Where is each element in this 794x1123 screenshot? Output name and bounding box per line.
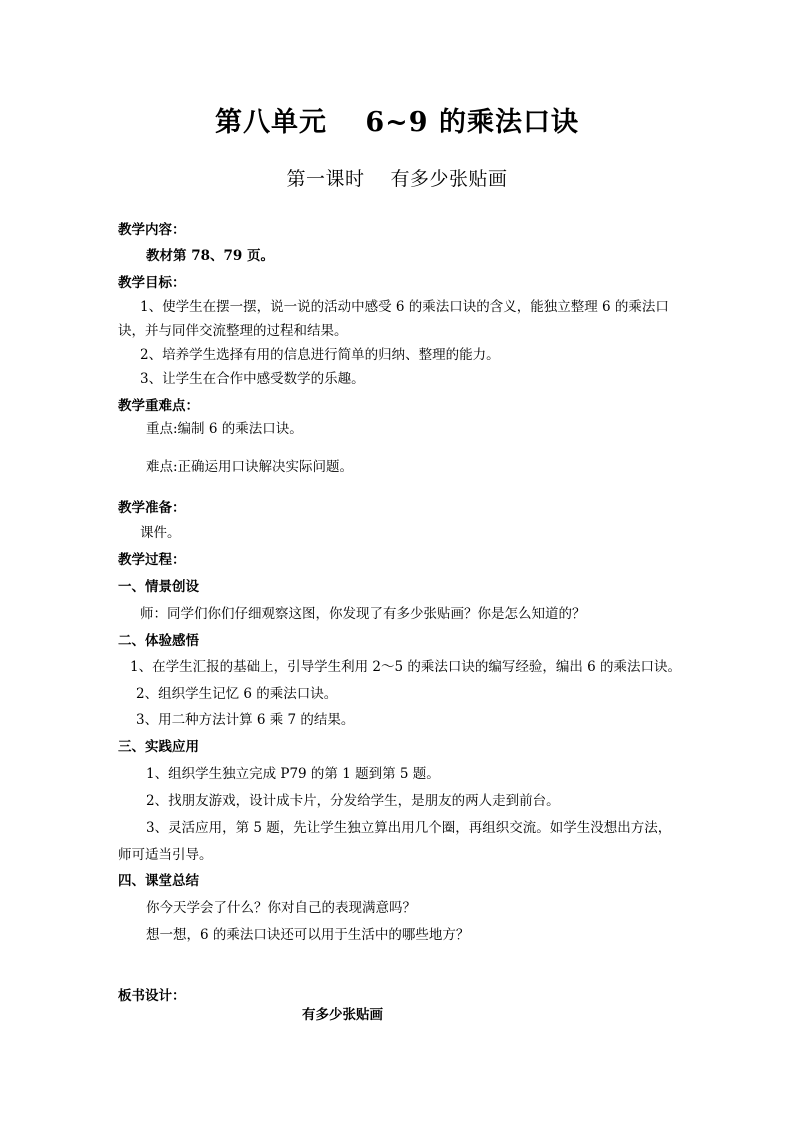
content-heading: 教学内容： [118, 222, 186, 238]
section-4-item-2: 想一想，6 的乘法口诀还可以用于生活中的哪些地方？ [146, 927, 470, 943]
board-title: 有多少张贴画 [302, 1007, 383, 1023]
board-heading: 板书设计： [118, 988, 186, 1004]
section-4-item-1: 你今天学会了什么？你对自己的表现满意吗？ [146, 900, 416, 916]
goal-1-line-2: 诀，并与同伴交流整理的过程和结果。 [118, 323, 348, 339]
process-heading: 教学过程： [118, 552, 186, 568]
content-text: 教材第 78、79 页。 [146, 248, 274, 264]
page-title: 第八单元 6~9 的乘法口诀 [215, 107, 579, 138]
lesson-subtitle: 第一课时 有多少张贴画 [286, 168, 508, 190]
section-1-text: 师：同学们你们仔细观察这图，你发现了有多少张贴画？你是怎么知道的？ [140, 606, 586, 622]
prep-text: 课件。 [140, 525, 181, 541]
difficult-point: 难点:正确运用口诀解决实际问题。 [146, 459, 354, 475]
goals-heading: 教学目标： [118, 275, 186, 291]
difficulty-heading: 教学重难点： [118, 398, 199, 414]
section-3-item-3-line-1: 3、灵活应用，第 5 题，先让学生独立算出用几个圈，再组织交流。如学生没想出方法， [146, 820, 672, 836]
section-3-item-1: 1、组织学生独立完成 P79 的第 1 题到第 5 题。 [146, 766, 440, 782]
section-4-heading: 四、课堂总结 [118, 873, 199, 889]
section-2-item-1: 1、在学生汇报的基础上，引导学生利用 2～5 的乘法口诀的编写经验，编出 6 的乘法口诀。 [130, 659, 682, 675]
section-3-heading: 三、实践应用 [118, 739, 199, 755]
prep-heading: 教学准备： [118, 500, 186, 516]
goal-2: 2、培养学生选择有用的信息进行简单的归纳、整理的能力。 [140, 347, 500, 363]
section-3-item-3-line-2: 师可适当引导。 [118, 847, 213, 863]
section-2-item-2: 2、组织学生记忆 6 的乘法口诀。 [136, 686, 338, 702]
section-2-heading: 二、体验感悟 [118, 633, 199, 649]
section-2-item-3: 3、用二种方法计算 6 乘 7 的结果。 [136, 712, 355, 728]
section-3-item-2: 2、找朋友游戏，设计成卡片，分发给学生，是朋友的两人走到前台。 [146, 793, 560, 809]
key-point: 重点:编制 6 的乘法口诀。 [146, 421, 303, 437]
goal-1-line-1: 1、使学生在摆一摆，说一说的活动中感受 6 的乘法口诀的含义，能独立整理 6 的乘法口 [140, 299, 669, 315]
section-1-heading: 一、情景创设 [118, 579, 199, 595]
goal-3: 3、让学生在合作中感受数学的乐趣。 [140, 371, 365, 387]
